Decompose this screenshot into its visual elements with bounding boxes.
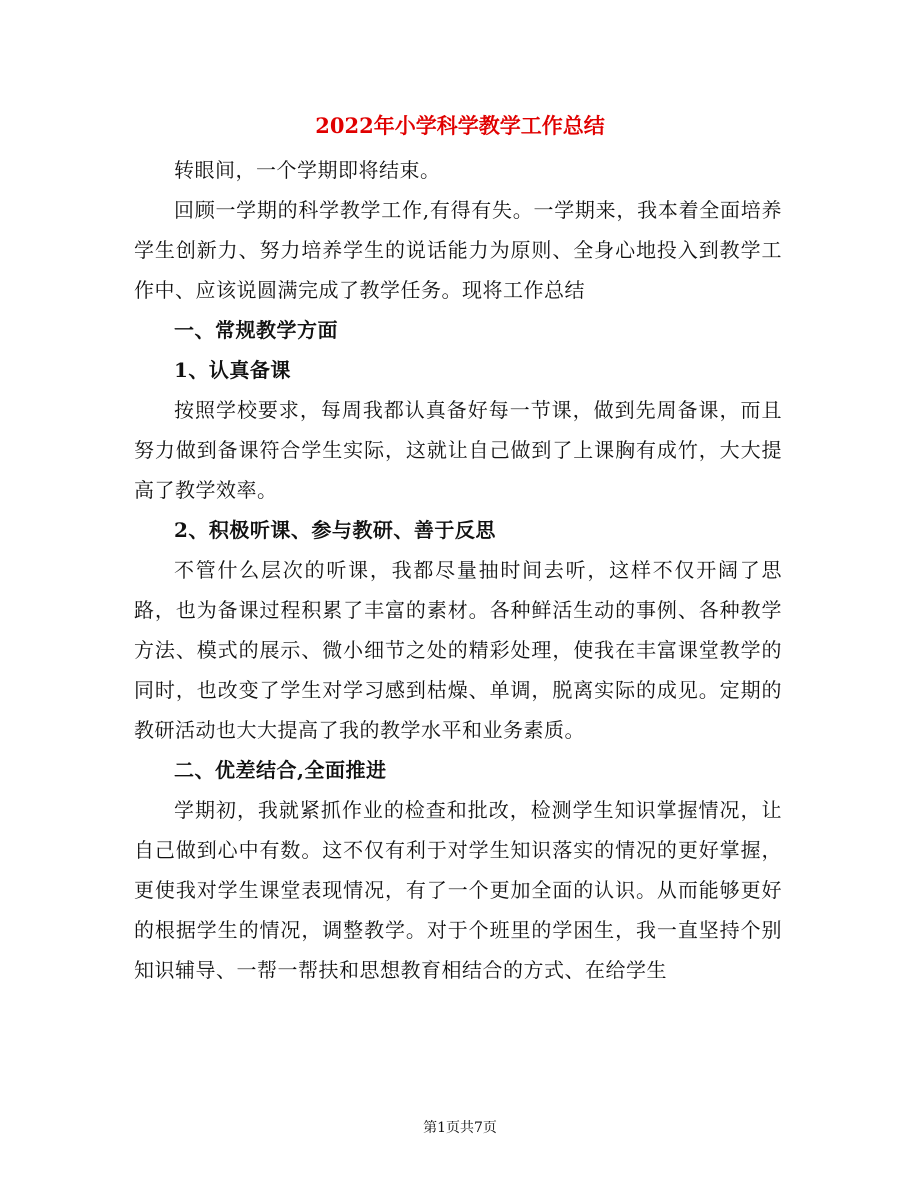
paragraph: 按照学校要求，每周我都认真备好每一节课，做到先周备课，而且努力做到备课符合学生实际，这就让自己做到了上课胸有成竹，大大提高了教学效率。 bbox=[134, 398, 782, 502]
section-heading: 二、优差结合,全面推进 bbox=[174, 758, 387, 782]
subsection-heading: 1、认真备课 bbox=[174, 358, 291, 382]
section-heading: 一、常规教学方面 bbox=[174, 318, 338, 342]
subsection-heading: 2、积极听课、参与教研、善于反思 bbox=[174, 518, 496, 542]
paragraph: 回顾一学期的科学教学工作,有得有失。一学期来，我本着全面培养学生创新力、努力培养学生的说话能力为原则、全身心地投入到教学工作中、应该说圆满完成了教学任务。现将工作总结 bbox=[134, 198, 782, 302]
paragraph: 转眼间，一个学期即将结束。 bbox=[174, 158, 441, 182]
paragraph: 不管什么层次的听课，我都尽量抽时间去听，这样不仅开阔了思路，也为备课过程积累了丰富的素材。各种鲜活生动的事例、各种教学方法、模式的展示、微小细节之处的精彩处理，使我在丰富课堂教学的同时，也改变了学生对学习感到枯燥、单调，脱离实际的成见。定期的教研活动也大大提高了我的教学水平和业务素质。 bbox=[134, 558, 782, 742]
page-number: 第1页共7页 bbox=[423, 1120, 497, 1136]
document-body bbox=[134, 150, 782, 990]
document-title: 2022年小学科学教学工作总结 bbox=[315, 113, 605, 138]
paragraph: 学期初，我就紧抓作业的检查和批改，检测学生知识掌握情况，让自己做到心中有数。这不仅有利于对学生知识落实的情况的更好掌握，更使我对学生课堂表现情况，有了一个更加全面的认识。从而能够更好的根据学生的情况，调整教学。对于个班里的学困生，我一直坚持个别知识辅导、一帮一帮扶和思想教育相结合的方式、在给学生 bbox=[134, 798, 782, 982]
